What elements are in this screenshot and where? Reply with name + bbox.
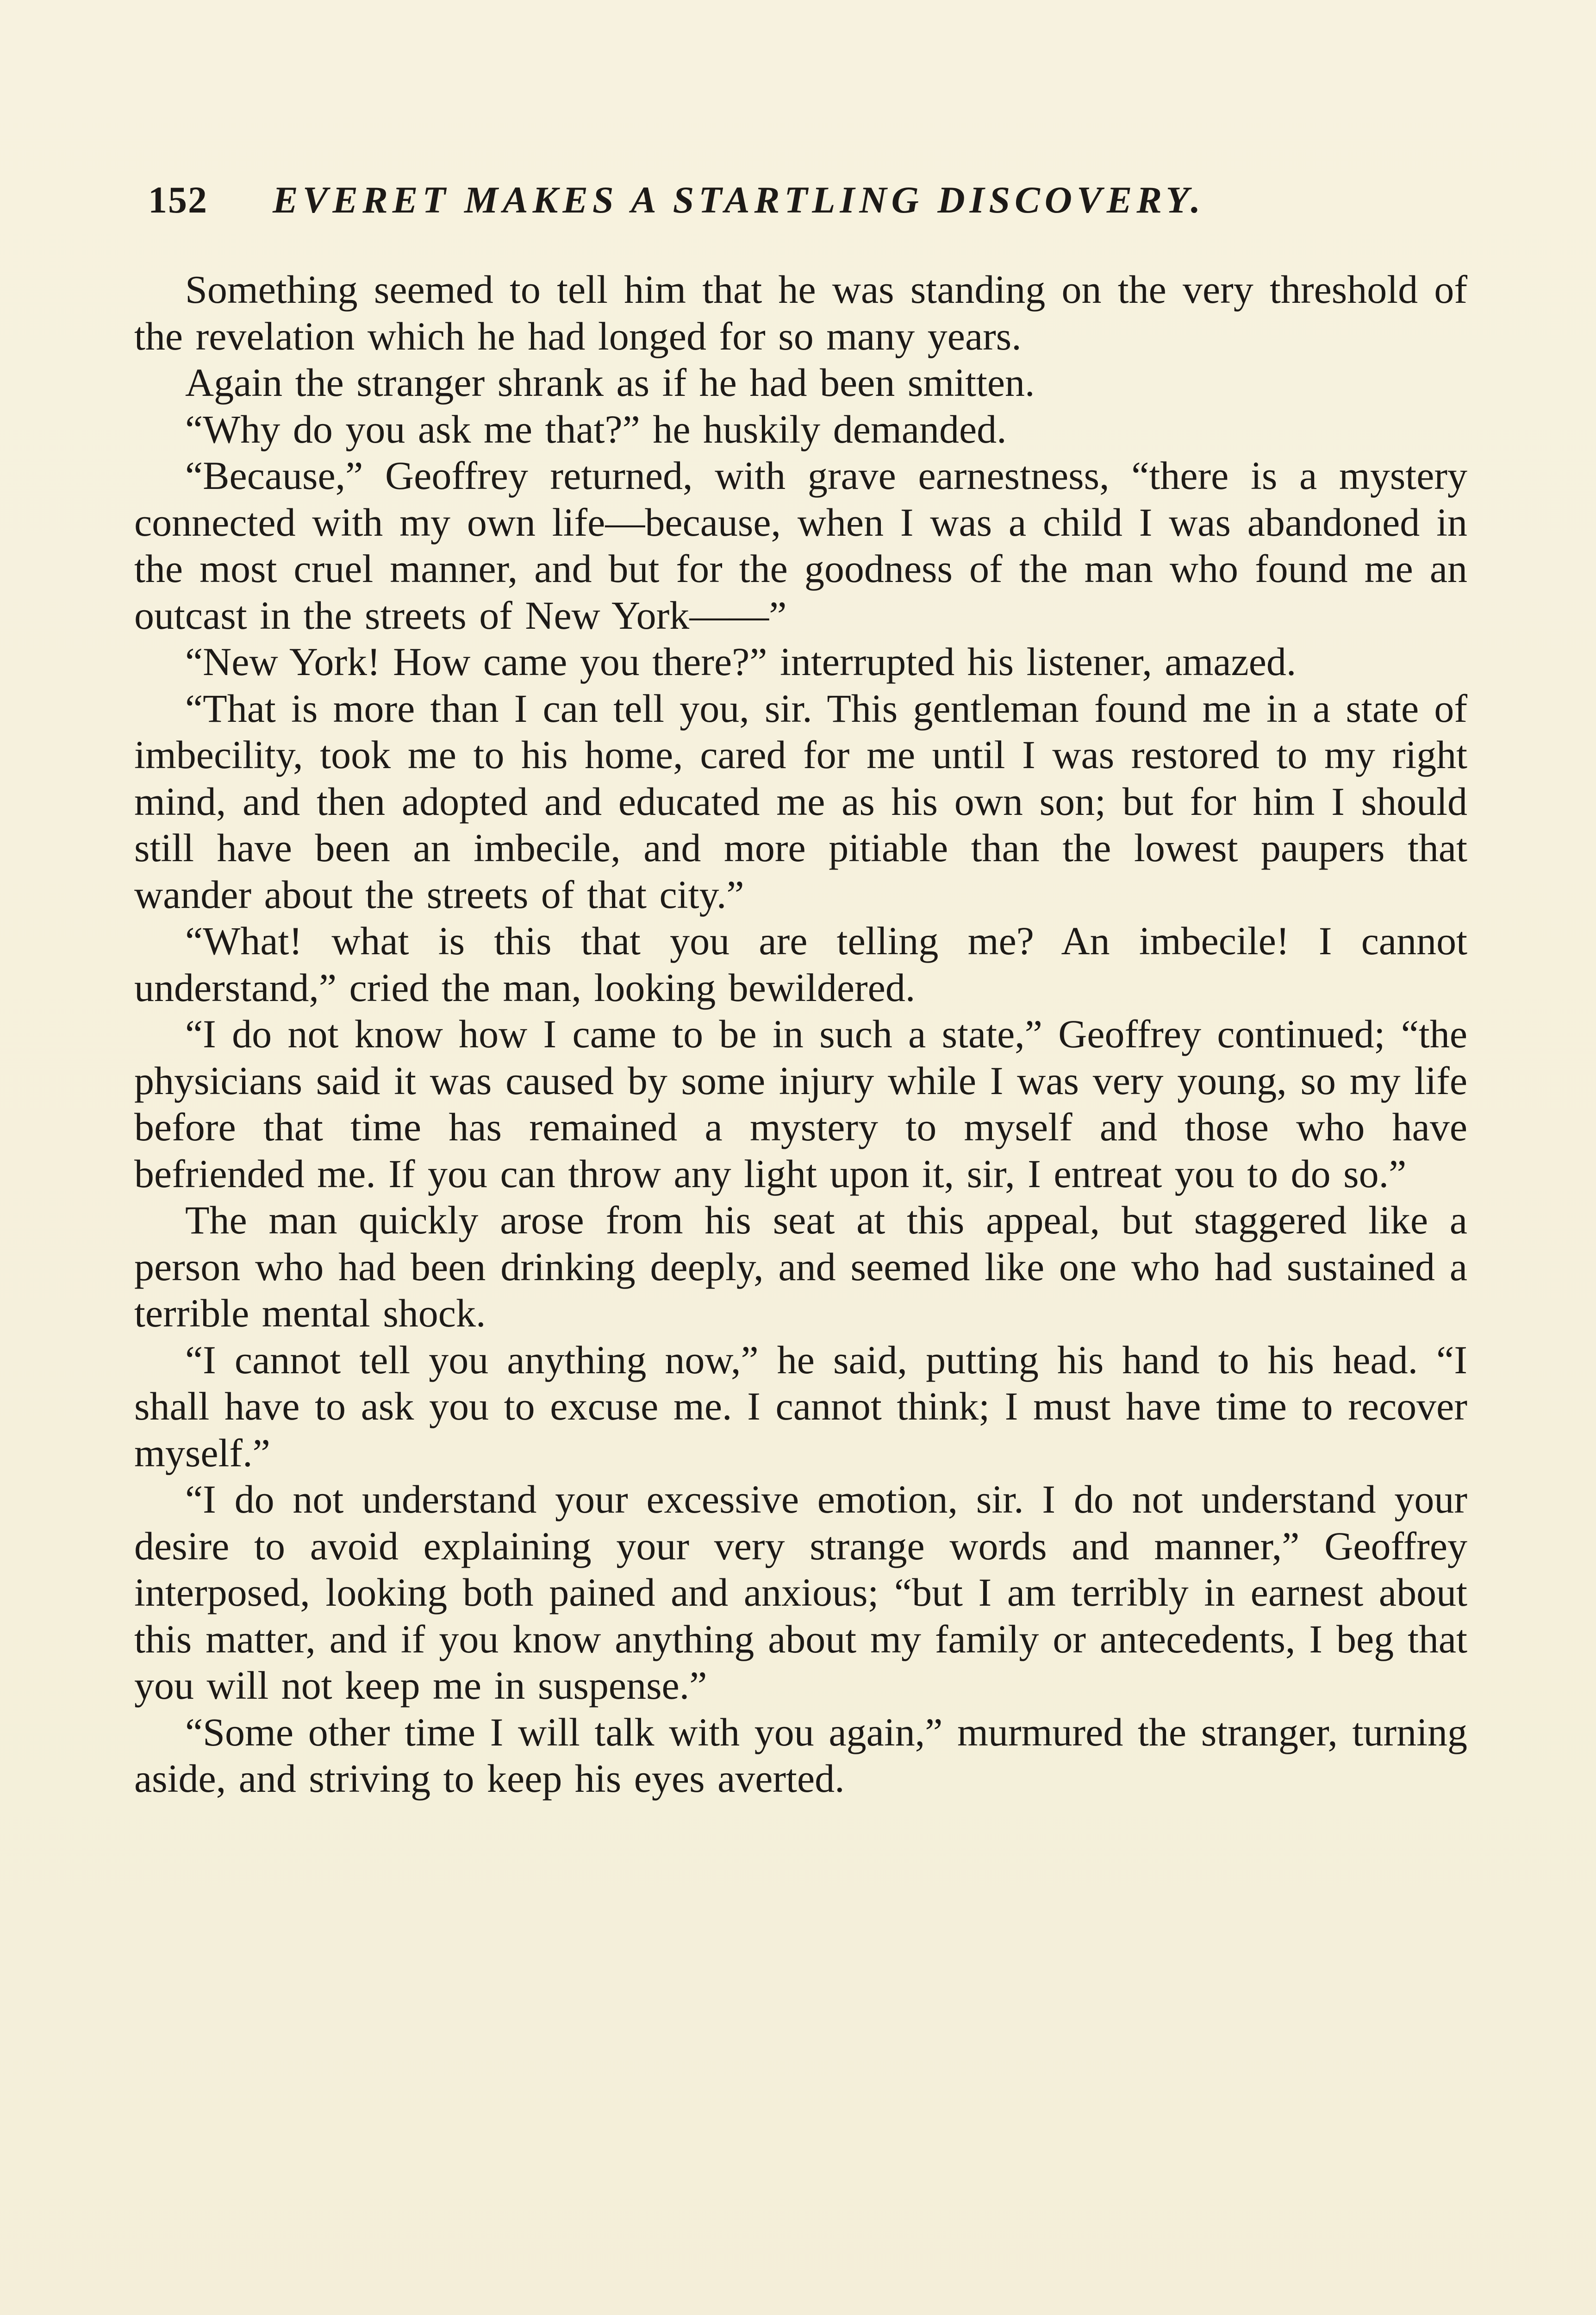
running-head: EVERET MAKES A STARTLING DISCOVERY.: [273, 179, 1205, 221]
paragraph: “That is more than I can tell you, sir. This gentleman found me in a state of imbecility, took me to his home, cared for me until I was restored to my right mind, and then adopted and educated me as his own son; but for him I should still have been an imbecile, and more pitiable than the lowest paupers that wander about the streets of that city.”: [134, 686, 1467, 917]
page-header: [148, 178, 1324, 229]
paragraph: “Why do you ask me that?” he huskily demanded.: [185, 407, 1007, 451]
paragraph: “New York! How came you there?” interrupted his listener, amazed.: [185, 639, 1297, 684]
paragraph: “Because,” Geoffrey returned, with grave earnestness, “there is a mystery connected with my own life—because, when I was a child I was abandoned in the most cruel manner, and but for the goodness of the man who found me an outcast in the streets of New York——”: [134, 453, 1467, 638]
paragraph: “What! what is this that you are telling me? An imbecile! I cannot understand,” cried the man, looking bewildered.: [134, 919, 1467, 1010]
paragraph: Again the stranger shrank as if he had been smitten.: [185, 360, 1035, 405]
page-number: 152: [148, 179, 208, 221]
paragraph: “I do not know how I came to be in such a state,” Geoffrey continued; “the physicians said it was caused by some injury while I was very young, so my life before that time has remained a mystery to myself and those who have befriended me. If you can throw any light upon it, sir, I entreat you to do so.”: [134, 1012, 1467, 1196]
paragraph: Something seemed to tell him that he was standing on the very threshold of the revelation which he had longed for so many years.: [134, 267, 1467, 358]
body-text: [134, 266, 1467, 1802]
paragraph: “I cannot tell you anything now,” he said, putting his hand to his head. “I shall have to ask you to excuse me. I cannot think; I must have time to recover myself.”: [134, 1337, 1467, 1475]
paragraph: The man quickly arose from his seat at this appeal, but staggered like a person who had been drinking deeply, and seemed like one who had sustained a terrible mental shock.: [134, 1198, 1467, 1335]
paragraph: “I do not understand your excessive emotion, sir. I do not understand your desire to avoid explaining your very strange words and manner,” Geoffrey interposed, looking both pained and anxious; “but I am terribly in earnest about this matter, and if you know anything about my family or antecedents, I beg that you will not keep me in suspense.”: [134, 1477, 1467, 1708]
paragraph: “Some other time I will talk with you again,” murmured the stranger, turning aside, and striving to keep his eyes averted.: [134, 1709, 1467, 1801]
